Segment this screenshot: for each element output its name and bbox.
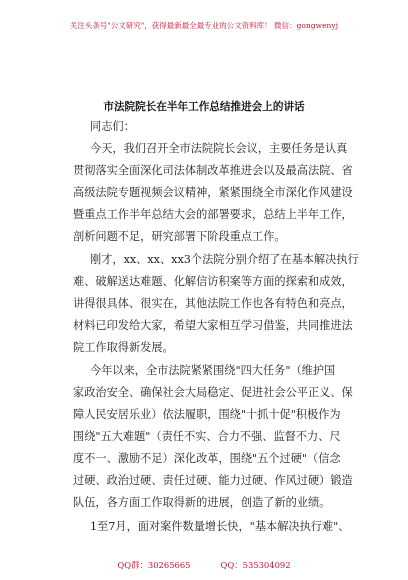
paragraph-line: 今天，我们召开全市法院院长会议，主要任务是认真 (90, 142, 348, 155)
header-banner: 关注头条号"公文研究"，获得最新最全最专业的公文资料库！ 微信：gongwenyj (69, 21, 339, 30)
paragraph-line: 障人民安居乐业）依法履职，围绕"十抓十促"积极作为 (73, 408, 341, 421)
paragraph-line: 材料已印发给大家，希望大家相互学习借鉴，共同推进法 (73, 319, 353, 332)
salutation: 同志们： (90, 120, 135, 133)
paragraph-line: 今年以来，全市法院紧紧围绕"四大任务"（维护国 (90, 364, 336, 377)
footer-qq: QQ：535304092 (220, 560, 291, 570)
document-title: 市法院院长在半年工作总结推进会上的讲话 (103, 101, 305, 113)
paragraph-line: 难、破解送达难题、化解信访积案等方面的探索和成效， (73, 275, 353, 288)
paragraph-line: 1至7月，面对案件数量增长快，"基本解决执行难"、 (90, 520, 350, 533)
paragraph-line: 家政治安全、确保社会大局稳定、促进社会公平正义、保 (73, 386, 353, 399)
paragraph-line: 队伍，各方面工作取得新的进展，创造了新的业绩。 (73, 496, 331, 509)
paragraph-line: 暨重点工作半年总结大会的部署要求，总结上半年工作， (73, 208, 353, 221)
paragraph-line: 刚才，xx、xx、xx3个法院分别介绍了在基本解决执行 (90, 253, 359, 266)
paragraph-line: 院工作取得新发展。 (73, 341, 174, 354)
paragraph-line: 高级法院专题视频会议精神，紧紧围绕全市深化作风建设 (73, 186, 353, 199)
paragraph-line: 度不一、激励不足）深化改革，围绕"五个过硬"（信念 (73, 452, 341, 465)
paragraph-line: 围绕"五大难题"（责任不实、合力不强、监督不力、尺 (73, 430, 341, 443)
paragraph-line: 贯彻落实全面深化司法体制改革推进会以及最高法院、省 (73, 164, 353, 177)
footer-qq-group: QQ群：30265665 (117, 560, 191, 570)
paragraph-line: 剖析问题不足，研究部署下阶段重点工作。 (73, 230, 286, 243)
paragraph-line: 讲得很具体、很实在，其他法院工作也各有特色和亮点， (73, 297, 353, 310)
footer-contact (0, 559, 408, 571)
paragraph-line: 过硬、政治过硬、责任过硬、能力过硬、作风过硬）锻造 (73, 474, 353, 487)
